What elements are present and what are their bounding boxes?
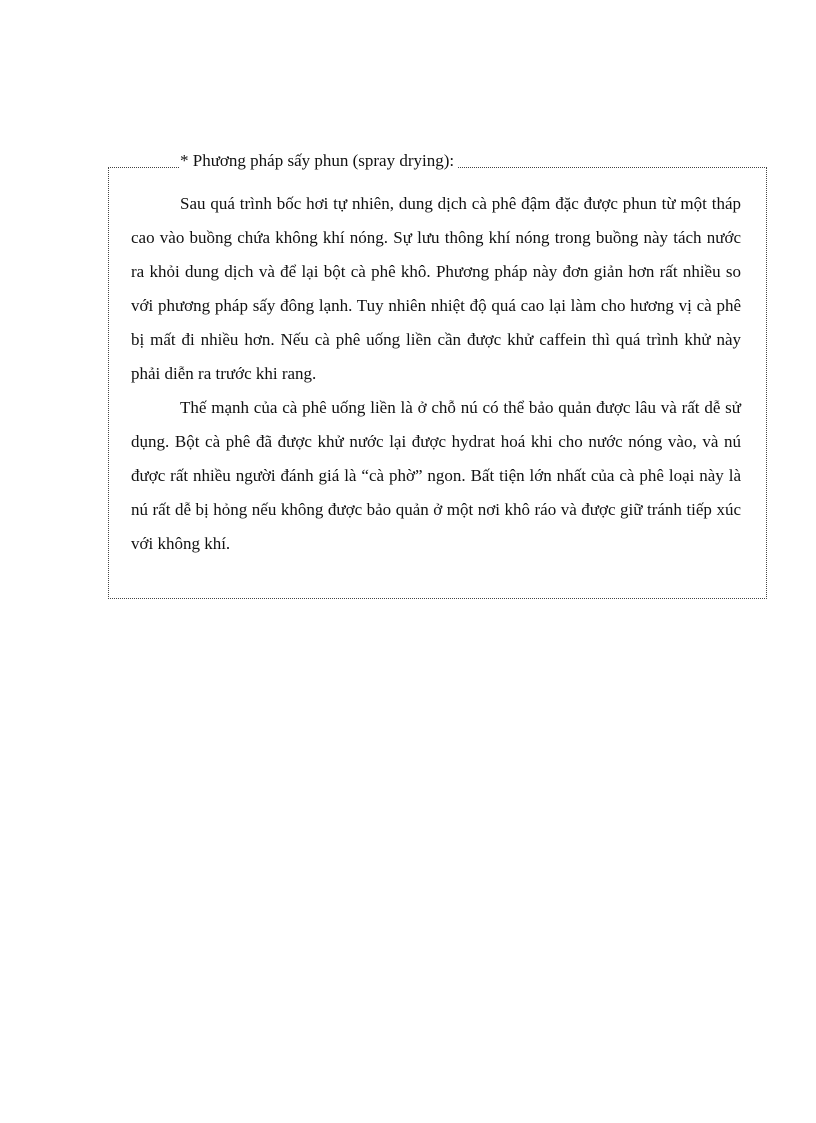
body-text <box>131 187 741 561</box>
section-heading: * Phương pháp sấy phun (spray drying): <box>180 150 458 172</box>
paragraph-spray-drying: Sau quá trình bốc hơi tự nhiên, dung dịch cà phê đậm đặc được phun từ một tháp cao vào buồng chứa không khí nóng. Sự lưu thông khí nóng trong buồng này tách nước ra khỏi dung dịch và để lại bột cà phê khô. Phương pháp này đơn giản hơn rất nhiều so với phương pháp sấy đông lạnh. Tuy nhiên nhiệt độ quá cao lại làm cho hương vị cà phê bị mất đi nhiều hơn. Nếu cà phê uống liền cần được khử caffein thì quá trình khử này phải diễn ra trước khi rang. <box>131 194 741 383</box>
paragraph-advantages: Thế mạnh của cà phê uống liền là ở chỗ nú có thể bảo quản được lâu và rất dễ sử dụng. Bột cà phê đã được khử nước lại được hydrat hoá khi cho nước nóng vào, và nú được rất nhiều người đánh giá là “cà phờ” ngon. Bất tiện lớn nhất của cà phê loại này là nú rất dễ bị hỏng nếu không được bảo quản ở một nơi khô ráo và được giữ tránh tiếp xúc với không khí. <box>131 398 741 553</box>
